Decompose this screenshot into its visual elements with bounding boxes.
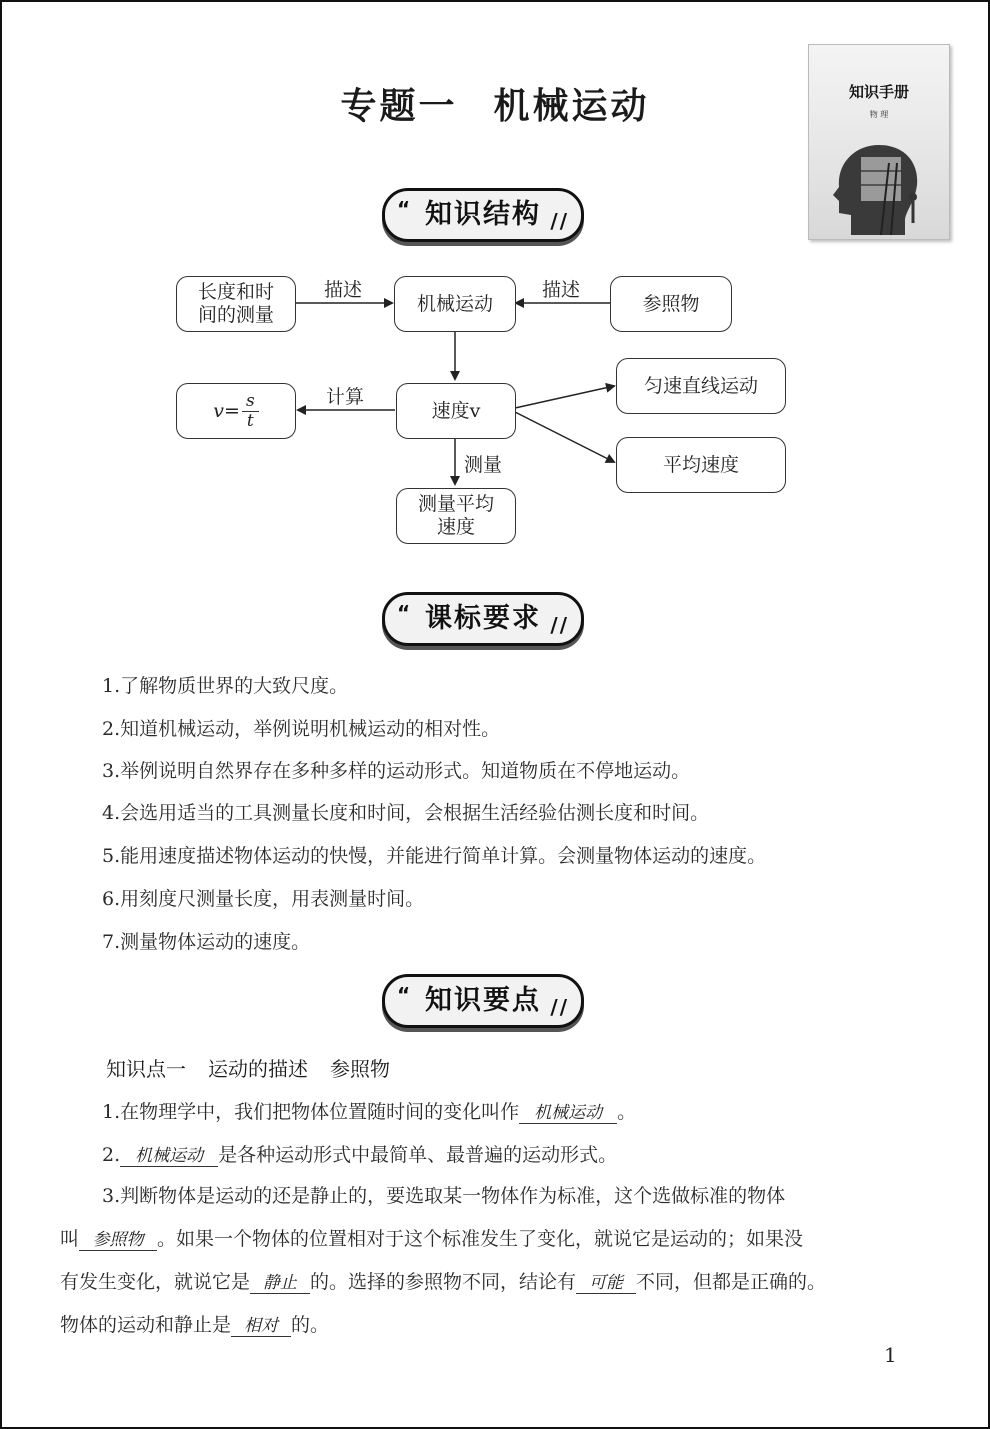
- answer-blank: 相对: [231, 1316, 291, 1337]
- box-reference-object: 参照物: [610, 276, 732, 332]
- box-uniform-motion: 匀速直线运动: [616, 358, 786, 414]
- knowledge-paragraph-3-line-1: 3.判断物体是运动的还是静止的，要选取某一物体作为标准，这个选做标准的物体: [102, 1185, 786, 1207]
- section-header-standards: “ 课标要求 //: [382, 592, 584, 646]
- answer-blank: 静止: [250, 1273, 310, 1294]
- knowledge-paragraph-1: 1.在物理学中，我们把物体位置随时间的变化叫作 机械运动 。: [102, 1101, 637, 1123]
- label-describe-left: 描述: [324, 279, 363, 301]
- knowledge-paragraph-3-line-2: 叫 参照物 。如果一个物体的位置相对于这个标准发生了变化，就说它是运动的；如果没: [60, 1228, 804, 1250]
- box-speed-formula: v= $\frac{s}{t}$: [176, 383, 296, 439]
- requirement-item: 3.举例说明自然界存在多种多样的运动形式。知道物质在不停地运动。: [102, 760, 691, 782]
- answer-blank: 机械运动: [120, 1146, 218, 1167]
- knowledge-point-title: 知识点一 运动的描述 参照物: [106, 1057, 390, 1081]
- head-silhouette-icon: [809, 123, 949, 239]
- requirement-item: 7.测量物体运动的速度。: [102, 931, 311, 953]
- label-describe-right: 描述: [542, 279, 581, 301]
- page-number: 1: [884, 1343, 897, 1367]
- answer-blank: 机械运动: [519, 1103, 617, 1124]
- box-measure-average-speed: 测量平均 速度: [396, 488, 516, 544]
- knowledge-paragraph-3-line-4: 物体的运动和静止是 相对 的。: [60, 1314, 330, 1336]
- box-speed: 速度v: [396, 383, 516, 439]
- knowledge-paragraph-3-line-3: 有发生变化，就说它是 静止 的。选择的参照物不同，结论有 可能 不同，但都是正确的。: [60, 1271, 827, 1293]
- title-part2: 机械运动: [493, 86, 650, 127]
- box-length-time: 长度和时 间的测量: [176, 276, 296, 332]
- title-part1: 专题一: [340, 86, 458, 127]
- thumbnail-title: 知识手册: [848, 83, 909, 101]
- requirement-item: 4.会选用适当的工具测量长度和时间，会根据生活经验估测长度和时间。: [102, 802, 710, 824]
- knowledge-paragraph-2: 2. 机械运动 是各种运动形式中最简单、最普遍的运动形式。: [102, 1144, 618, 1166]
- label-measure: 测量: [464, 454, 503, 476]
- requirement-item: 1.了解物质世界的大致尺度。: [102, 675, 349, 697]
- requirement-item: 2.知道机械运动，举例说明机械运动的相对性。: [102, 718, 501, 740]
- section-header-points: “ 知识要点 //: [382, 974, 584, 1028]
- box-average-speed: 平均速度: [616, 437, 786, 493]
- fraction: $\frac{s}{t}$: [242, 392, 259, 431]
- box-mechanical-motion: 机械运动: [394, 276, 516, 332]
- answer-blank: 参照物: [79, 1230, 157, 1251]
- thumbnail-subtitle: 物 理: [869, 110, 889, 119]
- requirement-item: 6.用刻度尺测量长度，用表测量时间。: [102, 888, 425, 910]
- section-header-structure: “ 知识结构 //: [382, 188, 584, 242]
- cover-thumbnail: [808, 44, 950, 240]
- label-calculate: 计算: [326, 386, 365, 408]
- answer-blank: 可能: [576, 1273, 636, 1294]
- requirement-item: 5.能用速度描述物体运动的快慢，并能进行简单计算。会测量物体运动的速度。: [102, 845, 767, 867]
